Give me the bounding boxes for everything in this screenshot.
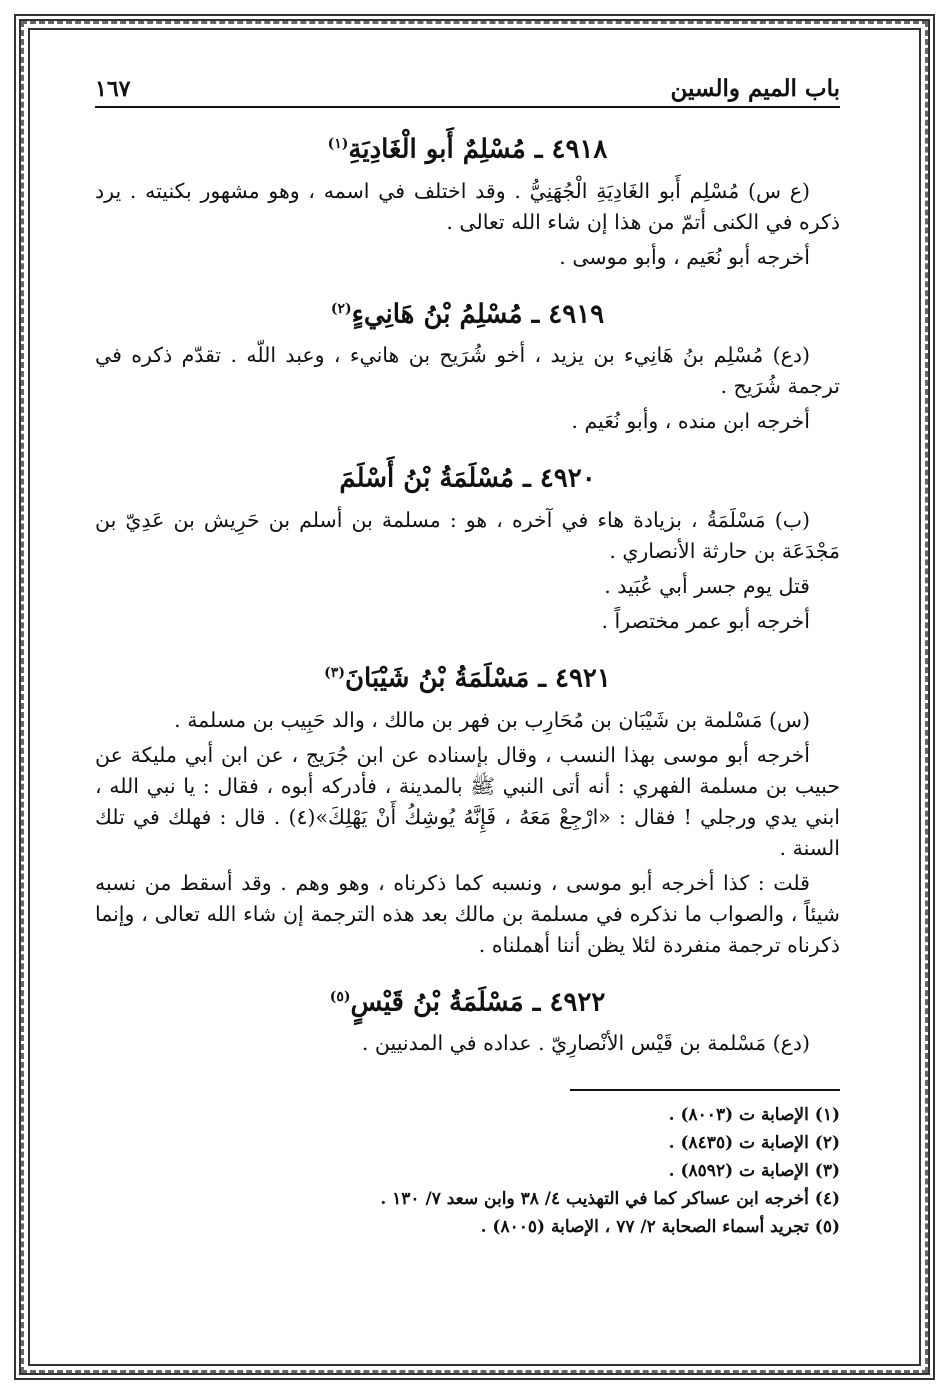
entry-4921 [95,655,840,961]
entry-text: أخرجه أبو نُعَيم ، وأبو موسى . [559,244,810,269]
entry-4918 [95,126,840,273]
footnote-ref: (٥) [329,988,351,1005]
entry-heading: ٤٩٢٠ ـ مُسْلَمَةُ بْنُ أَسْلَمَ [339,463,596,494]
entry-text: (ب) مَسْلَمَةُ ، بزيادة هاء في آخره ، هو : مسلمة بن أسلم بن حَرِيش بن عَدِيّ بن مَجْدَعَة بن حارثة الأنصاري . [95,507,840,563]
running-header [95,70,840,108]
footnote-ref: (١) [327,136,349,152]
footnotes [95,1101,840,1241]
entry-text: قتل يوم جسر أبي عُبَيد . [604,573,810,598]
entry-text: (دع) مَسْلمة بن قَيْس الأنْصارِيّ . عداده في المدنيين . [361,1031,810,1056]
footnote-item: (٥) تجريد أسماء الصحابة ٢/ ٧٧ ، الإصابة (٨٠٠٥) . [480,1217,840,1238]
entry-text: أخرجه ابن منده ، وأبو نُعَيم . [571,409,810,434]
footnote-item: (٣) الإصابة ت (٨٥٩٢) . [668,1161,840,1182]
entry-text: (ع س) مُسْلِم أَبو الغَادِيَةِ الْجُهَنِيُّ . وقد اختلف في اسمه ، وهو مشهور بكنيته . يرد ذكره في الكنى أتمّ من هذا إن شاء الله تعالى . [95,178,840,234]
entry-text: (دع) مُسْلِم بنُ هَانِيء بن يزيد ، أخو شُرَيح بن هانيء ، وعبد اللّه . تقدّم ذكره في ترجمة شُرَيح . [95,343,840,399]
entry-text: أخرجه أبو عمر مختصراً . [601,608,810,633]
entry-text: (س) مَسْلمة بن شَيْبَان بن مُحَارِب بن فهر بن مالك ، والد حَبِيب بن مسلمة . [174,707,810,732]
entry-4919 [95,291,840,438]
chapter-title: باب الميم والسين [670,75,840,102]
footnote-item: (٢) الإصابة ت (٨٤٣٥) . [668,1133,840,1154]
entry-text: قلت : كذا أخرجه أبو موسى ، ونسبه كما ذكرناه ، وهو وهم . وقد أسقط من نسبه شيئاً ، والصواب ما نذكره في مسلمة بن مالك بعد هذه الترجمة إن شاء الله تعالى ، وإنما ذكرناه ترجمة منفردة لئلا يظن أننا أهملناه . [95,870,840,957]
entry-heading: ٤٩١٨ ـ مُسْلِمٌ أَبو الْغَادِيَةِ$^{(١)}$ [327,134,608,165]
page-content [95,70,840,1330]
footnote-ref: (٣) [324,664,345,681]
footnote-separator [570,1089,840,1091]
footnote-item: (١) الإصابة ت (٨٠٠٣) . [668,1105,840,1126]
entry-text: أخرجه أبو موسى بهذا النسب ، وقال بإسناده عن ابن جُرَيج ، عن ابن أبي مليكة عن حبيب بن مسلمة الفهري : أنه أتى النبي ﷺ بالمدينة ، فأدركه أبوه ، فقال : يا نبي الله ، ابني يدي ورجلي ! فقال : «ارْجِعْ مَعَهُ ، فَإِنَّهُ يُوشِكُ أَنْ يَهْلِكَ»(٤) . قال : فهلك في تلك السنة . [95,742,840,860]
entry-4920 [95,455,840,637]
entry-heading: ٤٩١٩ ـ مُسْلِمُ بْنُ هَانِيءٍ$^{(٢)}$ [330,299,605,330]
footnote-ref: (٢) [330,300,352,317]
entry-heading: ٤٩٢١ ـ مَسْلَمَةُ بْنُ شَيْبَانَ$^{(٣)}$ [324,663,611,694]
entry-heading: ٤٩٢٢ ـ مَسْلَمَةُ بْنُ قَيْسٍ$^{(٥)}$ [329,987,606,1018]
page-number: ١٦٧ [95,76,131,102]
footnote-item: (٤) أخرجه ابن عساكر كما في التهذيب ٤/ ٣٨ وابن سعد ٧/ ١٣٠ . [380,1189,840,1210]
entry-4922 [95,979,840,1060]
